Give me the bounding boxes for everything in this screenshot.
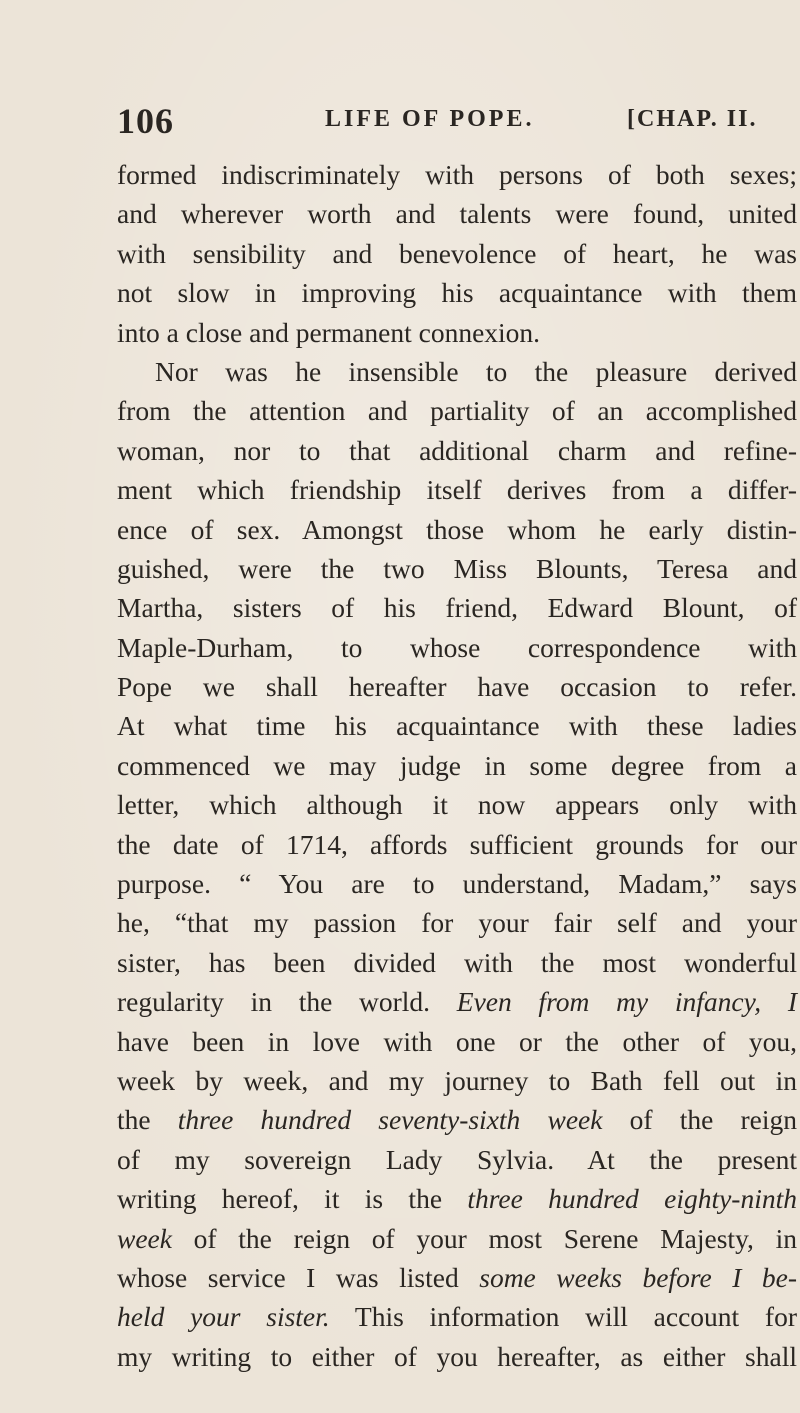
text-line	[117, 1179, 797, 1218]
text-segment: he, “that my passion for your fair self and your	[117, 907, 797, 939]
page-number: 106	[117, 101, 174, 141]
text-line	[117, 943, 797, 982]
text-line	[117, 155, 797, 194]
text-segment: guished, were the two Miss Blounts, Teresa and	[117, 552, 797, 584]
text-segment: Nor was he insensible to the pleasure derived	[155, 355, 797, 387]
text-line	[117, 588, 797, 627]
chapter-reference: [CHAP. II.	[627, 106, 758, 132]
text-segment: my writing to either of you hereafter, as either shall	[117, 1340, 797, 1372]
page-header	[117, 100, 797, 144]
text-segment: Pope we shall hereafter have occasion to refer.	[117, 671, 797, 703]
text-line	[117, 470, 797, 509]
text-segment: of my sovereign Lady Sylvia. At the present	[117, 1143, 797, 1175]
text-segment: from the attention and partiality of an accomplished	[117, 395, 797, 427]
text-segment: the date of 1714, affords sufficient grounds for our	[117, 828, 797, 860]
text-line	[117, 903, 797, 942]
text-line	[117, 1061, 797, 1100]
text-line	[117, 1297, 797, 1336]
text-segment: commenced we may judge in some degree from a	[117, 749, 797, 781]
text-segment: and wherever worth and talents were found, united	[117, 198, 797, 230]
text-segment: the	[117, 1104, 151, 1136]
text-segment: writing hereof, it is the	[117, 1183, 443, 1215]
body-text	[117, 155, 797, 1376]
text-segment: Martha, sisters of his friend, Edward Blount, of	[117, 592, 797, 624]
text-segment: At what time his acquaintance with these ladies	[117, 710, 797, 742]
text-segment: not slow in improving his acquaintance with them	[117, 277, 797, 309]
text-segment: woman, nor to that additional charm and refine-	[117, 434, 797, 466]
text-segment: into a close and permanent connexion.	[117, 316, 541, 348]
text-segment: This information will account for	[354, 1301, 797, 1333]
text-line	[117, 982, 797, 1021]
italic-segment: three hundred seventy-sixth week	[177, 1104, 603, 1136]
italic-segment: some weeks before I be-	[479, 1261, 798, 1293]
text-segment: whose service I was listed	[117, 1261, 459, 1293]
text-segment: regularity in the world.	[117, 986, 431, 1018]
text-line	[117, 1337, 797, 1376]
text-line	[117, 1100, 797, 1139]
text-segment: purpose. “ You are to understand, Madam,” says	[117, 868, 797, 900]
text-line	[117, 864, 797, 903]
text-line	[117, 549, 797, 588]
text-segment: ment which friendship itself derives from a differ-	[117, 474, 797, 506]
text-line	[117, 746, 797, 785]
text-segment: Maple-Durham, to whose correspondence with	[117, 631, 797, 663]
text-segment: week by week, and my journey to Bath fell out in	[117, 1064, 797, 1096]
text-line	[117, 431, 797, 470]
italic-segment: week	[117, 1222, 172, 1254]
text-segment: letter, which although it now appears only with	[117, 789, 797, 821]
italic-segment: three hundred eighty-ninth	[467, 1183, 797, 1215]
text-line	[117, 667, 797, 706]
text-segment: sister, has been divided with the most wonderful	[117, 946, 797, 978]
text-line	[117, 1258, 797, 1297]
text-line	[117, 785, 797, 824]
text-line	[117, 352, 797, 391]
text-line	[117, 706, 797, 745]
text-line	[117, 313, 797, 352]
text-line	[117, 194, 797, 233]
running-title: LIFE OF POPE.	[325, 106, 535, 132]
text-segment: of the reign of your most Serene Majesty, in	[193, 1222, 797, 1254]
text-segment: have been in love with one or the other of you,	[117, 1025, 797, 1057]
text-line	[117, 510, 797, 549]
text-line	[117, 234, 797, 273]
text-line	[117, 628, 797, 667]
italic-segment: held your sister.	[117, 1301, 330, 1333]
text-segment: with sensibility and benevolence of heart, he was	[117, 237, 797, 269]
text-line	[117, 1219, 797, 1258]
text-segment: ence of sex. Amongst those whom he early distin-	[117, 513, 797, 545]
text-segment: formed indiscriminately with persons of both sexes;	[117, 159, 797, 190]
text-line	[117, 391, 797, 430]
text-line	[117, 1140, 797, 1179]
text-line	[117, 825, 797, 864]
text-line	[117, 273, 797, 312]
text-segment: of the reign	[629, 1104, 798, 1136]
text-line	[117, 1022, 797, 1061]
italic-segment: Even from my infancy, I	[456, 986, 798, 1018]
